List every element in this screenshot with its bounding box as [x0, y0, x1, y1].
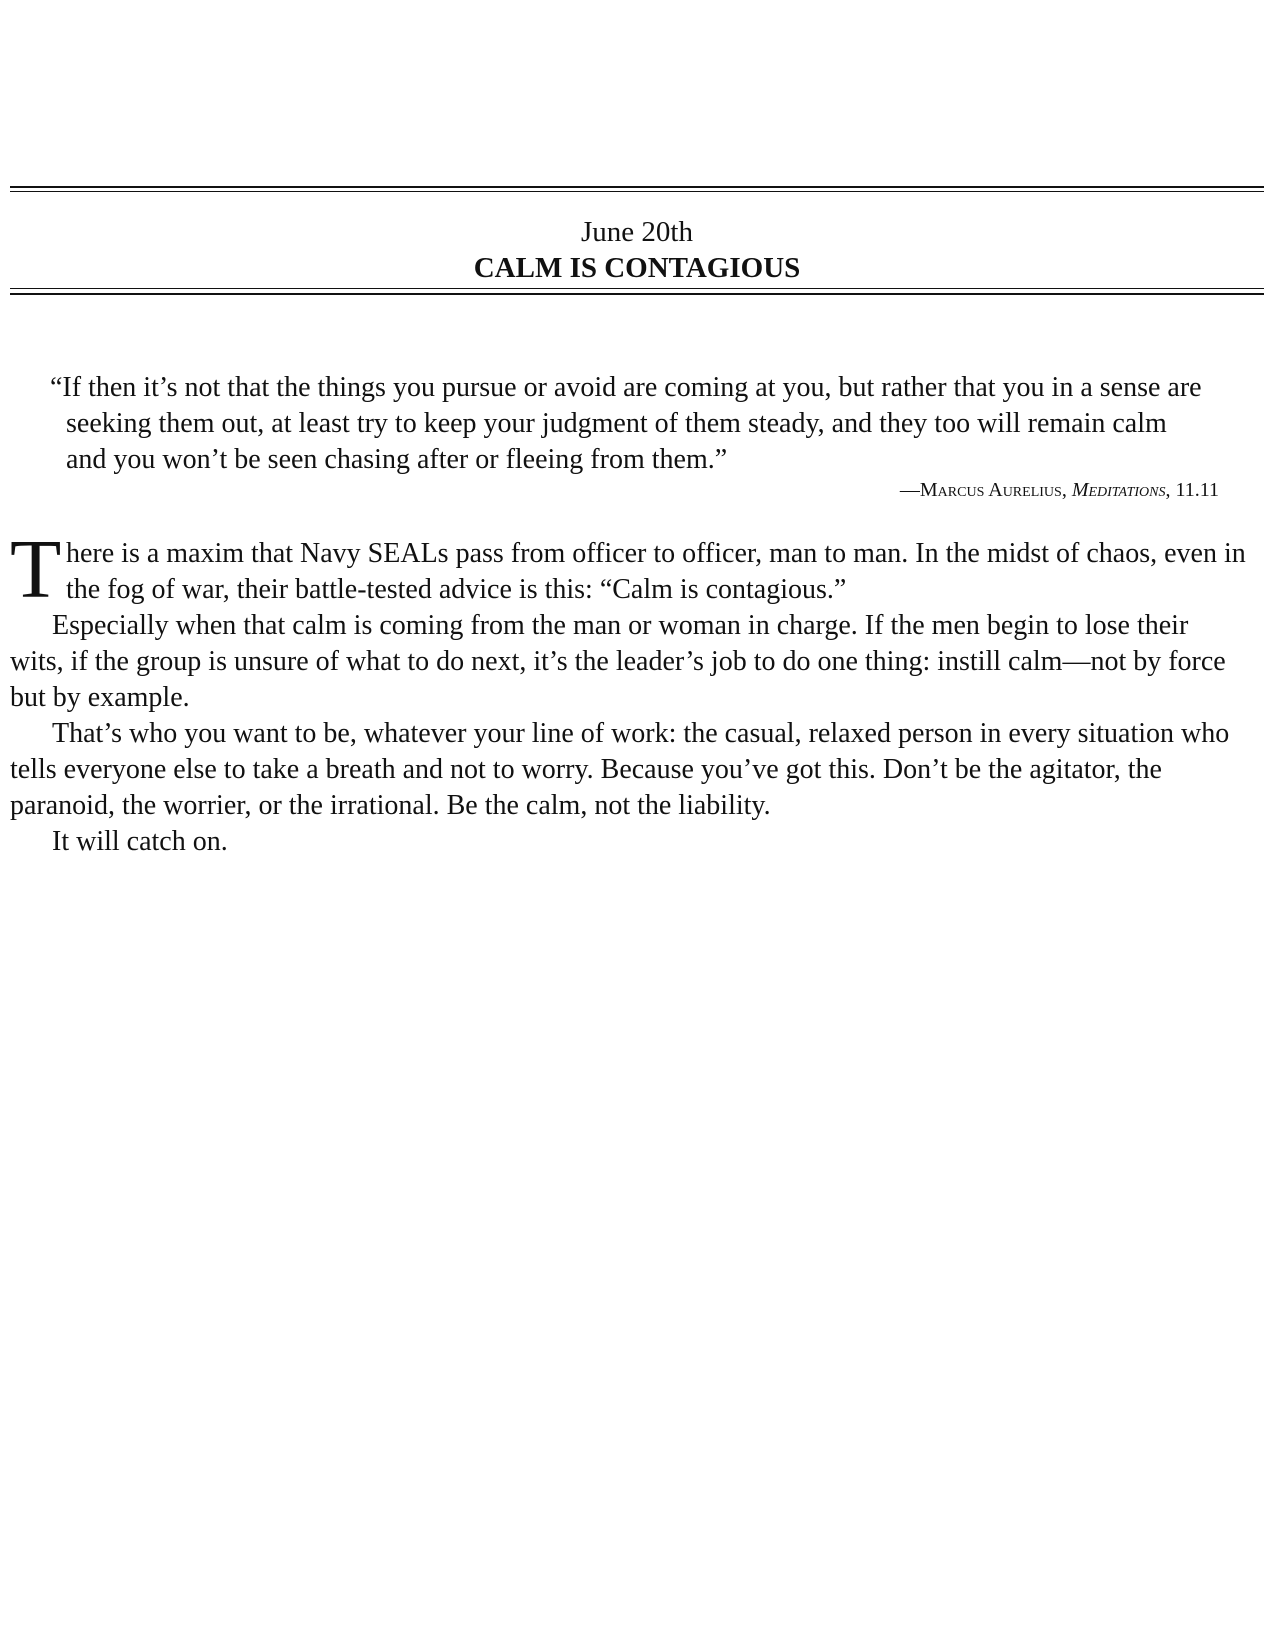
header-bottom-rule-outer	[10, 293, 1264, 295]
epigraph	[50, 370, 1210, 478]
attribution-work: Meditations	[1071, 479, 1166, 501]
epigraph-attribution	[900, 478, 1219, 502]
attribution-dash: —	[899, 479, 920, 501]
drop-cap: T	[10, 523, 62, 616]
header-bottom-rule-inner	[10, 288, 1264, 289]
header-top-rule-inner	[10, 191, 1264, 192]
first-paragraph	[10, 523, 1246, 616]
entry-title: CALM IS CONTAGIOUS	[473, 252, 801, 284]
body-text	[10, 523, 1246, 860]
attribution-reference: , 11.11	[1165, 479, 1219, 501]
page-header	[10, 214, 1264, 286]
entry-date: June 20th	[581, 216, 693, 248]
attribution-author: Marcus Aurelius	[919, 479, 1062, 501]
header-top-rule-outer	[10, 186, 1264, 188]
attribution-separator: ,	[1061, 479, 1072, 501]
paragraph: It will catch on.	[52, 826, 228, 857]
paragraph: Especially when that calm is coming from the man or woman in charge. If the men begin to lose their wits, if the group is unsure of what to do next, it’s the leader’s job to do one thing: instill calm—not by force but by example.	[10, 610, 1226, 713]
paragraph: That’s who you want to be, whatever your line of work: the casual, relaxed person in every situation who tells everyone else to take a breath and not to worry. Because you’ve got this. Don’t be the agitator, the paranoid, the worrier, or the irrational. Be the calm, not the liability.	[10, 718, 1230, 821]
epigraph-quote: “If then it’s not that the things you pursue or avoid are coming at you, but rather that you in a sense are seeking them out, at least try to keep your judgment of them steady, and they too will remain calm and you won’t be seen chasing after or fleeing from them.”	[50, 372, 1202, 475]
first-paragraph-text: here is a maxim that Navy SEALs pass from officer to officer, man to man. In the midst of chaos, even in the fog of war, their battle-tested advice is this: “Calm is contagious.”	[66, 538, 1246, 605]
